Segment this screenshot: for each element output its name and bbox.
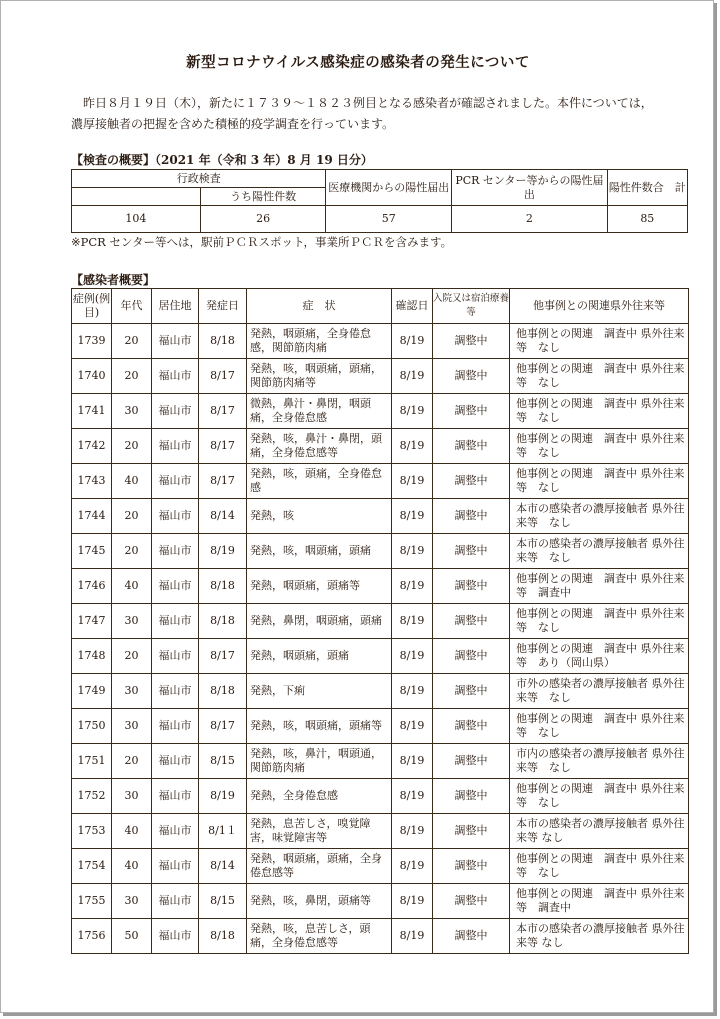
cell-hosp: 調整中 [433, 429, 510, 464]
cell-rel: 他事例との関連 調査中 県外往来等 なし [510, 429, 689, 464]
table-row [72, 359, 689, 394]
table-row [72, 394, 689, 429]
table-row [72, 849, 689, 884]
cell-age: 20 [112, 359, 152, 394]
cell-id: 1747 [72, 604, 112, 639]
cell-conf: 8/19 [392, 744, 433, 779]
cell-onset: 8/17 [199, 639, 247, 674]
cell-onset: 8/19 [199, 779, 247, 814]
cell-rel: 他事例との関連 調査中 県外往来等 なし [510, 709, 689, 744]
cell-conf: 8/19 [392, 604, 433, 639]
cell-hosp: 調整中 [433, 744, 510, 779]
cell-age: 40 [112, 569, 152, 604]
cell-id: 1751 [72, 744, 112, 779]
cell-rel: 市外の感染者の濃厚接触者 県外往来等 なし [510, 674, 689, 709]
cell-hosp: 調整中 [433, 359, 510, 394]
table-row [72, 814, 689, 849]
header-medical: 医療機関からの陽性届出 [326, 170, 452, 206]
cell-rel: 他事例との関連 調査中 県外往来等 なし [510, 359, 689, 394]
cell-id: 1746 [72, 569, 112, 604]
cell-conf: 8/19 [392, 464, 433, 499]
cell-conf: 8/19 [392, 919, 433, 954]
table-row [72, 534, 689, 569]
value-pcr: 2 [452, 206, 607, 233]
cell-onset: 8/1１ [199, 814, 247, 849]
cell-id: 1749 [72, 674, 112, 709]
cell-hosp: 調整中 [433, 674, 510, 709]
cell-conf: 8/19 [392, 779, 433, 814]
cell-sym: 微熱，鼻汁・鼻閉，咽頭痛，全身倦怠感 [247, 394, 392, 429]
cell-sym: 発熱，咳，咽頭痛，頭痛 [247, 534, 392, 569]
cell-age: 30 [112, 884, 152, 919]
cell-hosp: 調整中 [433, 919, 510, 954]
cell-sym: 発熱，咳，鼻閉，頭痛等 [247, 884, 392, 919]
cell-sym: 発熱，咳 [247, 499, 392, 534]
header-admin-blank [72, 188, 201, 206]
cell-rel: 他事例との関連 調査中 県外往来等 あり（岡山県） [510, 639, 689, 674]
table-row [72, 324, 689, 359]
cell-rel: 他事例との関連 調査中 県外往来等 なし [510, 394, 689, 429]
table-row [72, 744, 689, 779]
cell-onset: 8/18 [199, 919, 247, 954]
cell-res: 福山市 [152, 919, 199, 954]
cell-hosp: 調整中 [433, 884, 510, 919]
cell-id: 1754 [72, 849, 112, 884]
cell-res: 福山市 [152, 639, 199, 674]
cell-rel: 他事例との関連 調査中 県外往来等 なし [510, 849, 689, 884]
cell-sym: 発熱，咽頭痛，頭痛 [247, 639, 392, 674]
cell-age: 30 [112, 779, 152, 814]
cell-hosp: 調整中 [433, 499, 510, 534]
cell-hosp: 調整中 [433, 709, 510, 744]
table-row [72, 604, 689, 639]
col-residence: 居住地 [152, 289, 199, 324]
cell-conf: 8/19 [392, 849, 433, 884]
cell-res: 福山市 [152, 359, 199, 394]
cell-res: 福山市 [152, 534, 199, 569]
cell-onset: 8/19 [199, 534, 247, 569]
cell-res: 福山市 [152, 499, 199, 534]
cell-res: 福山市 [152, 429, 199, 464]
cell-res: 福山市 [152, 744, 199, 779]
cell-conf: 8/19 [392, 639, 433, 674]
cell-age: 30 [112, 604, 152, 639]
cell-res: 福山市 [152, 849, 199, 884]
intro-paragraph: 昨日８月１９日（木），新たに１７３９～１８２３例目となる感染者が確認されました。本件については，濃厚接触者の把握を含めた積極的疫学調査を行っています。 [71, 96, 653, 131]
cell-res: 福山市 [152, 814, 199, 849]
cell-age: 30 [112, 674, 152, 709]
cell-res: 福山市 [152, 324, 199, 359]
cell-res: 福山市 [152, 779, 199, 814]
cell-id: 1745 [72, 534, 112, 569]
cell-age: 40 [112, 814, 152, 849]
cell-rel: 他事例との関連 調査中 県外往来等 なし [510, 464, 689, 499]
cell-conf: 8/19 [392, 429, 433, 464]
cell-res: 福山市 [152, 674, 199, 709]
cell-onset: 8/17 [199, 394, 247, 429]
cases-heading: 【感染者概要】 [71, 273, 156, 287]
cell-age: 20 [112, 639, 152, 674]
cell-id: 1753 [72, 814, 112, 849]
cell-sym: 発熱，下痢 [247, 674, 392, 709]
cell-hosp: 調整中 [433, 639, 510, 674]
table-row [72, 709, 689, 744]
cell-sym: 発熱，鼻閉，咽頭痛，頭痛 [247, 604, 392, 639]
table-row [72, 674, 689, 709]
cell-id: 1739 [72, 324, 112, 359]
table-row [72, 569, 689, 604]
cell-conf: 8/19 [392, 394, 433, 429]
cell-onset: 8/14 [199, 849, 247, 884]
cell-res: 福山市 [152, 884, 199, 919]
cell-hosp: 調整中 [433, 569, 510, 604]
value-total: 85 [607, 206, 687, 233]
cell-sym: 発熱，咽頭痛，全身倦怠感，関節筋肉痛 [247, 324, 392, 359]
cell-onset: 8/17 [199, 464, 247, 499]
cell-id: 1744 [72, 499, 112, 534]
cell-onset: 8/18 [199, 324, 247, 359]
cell-age: 20 [112, 324, 152, 359]
summary-table [71, 169, 688, 233]
table-row [72, 639, 689, 674]
table-row [72, 464, 689, 499]
col-symptoms: 症 状 [247, 289, 392, 324]
cell-id: 1748 [72, 639, 112, 674]
cell-conf: 8/19 [392, 709, 433, 744]
cell-rel: 本市の感染者の濃厚接触者 県外往来等 なし [510, 534, 689, 569]
cell-rel: 他事例との関連 調査中 県外往来等 調査中 [510, 884, 689, 919]
cell-conf: 8/19 [392, 569, 433, 604]
cell-onset: 8/14 [199, 499, 247, 534]
cell-onset: 8/18 [199, 674, 247, 709]
cell-age: 20 [112, 499, 152, 534]
cell-id: 1750 [72, 709, 112, 744]
table-row [72, 919, 689, 954]
header-admin-positive: うち陽性件数 [200, 188, 326, 206]
cell-onset: 8/15 [199, 884, 247, 919]
cell-rel: 市内の感染者の濃厚接触者 県外往来等 なし [510, 744, 689, 779]
cell-sym: 発熱，咽頭痛，頭痛，全身倦怠感等 [247, 849, 392, 884]
cell-onset: 8/17 [199, 429, 247, 464]
cell-sym: 発熱，咽頭痛，頭痛等 [247, 569, 392, 604]
cell-conf: 8/19 [392, 884, 433, 919]
col-onset: 発症日 [199, 289, 247, 324]
cell-id: 1752 [72, 779, 112, 814]
cell-age: 50 [112, 919, 152, 954]
cell-conf: 8/19 [392, 814, 433, 849]
cell-conf: 8/19 [392, 359, 433, 394]
value-medical: 57 [326, 206, 452, 233]
table-row [72, 499, 689, 534]
cell-sym: 発熱，息苦しさ，嗅覚障害，味覚障害等 [247, 814, 392, 849]
cell-onset: 8/17 [199, 359, 247, 394]
cell-onset: 8/17 [199, 709, 247, 744]
cell-conf: 8/19 [392, 674, 433, 709]
cell-id: 1741 [72, 394, 112, 429]
col-age: 年代 [112, 289, 152, 324]
cell-conf: 8/19 [392, 324, 433, 359]
header-pcr: PCR センター等からの陽性届出 [452, 170, 607, 206]
cell-hosp: 調整中 [433, 464, 510, 499]
cell-rel: 他事例との関連 調査中 県外往来等 なし [510, 324, 689, 359]
cell-res: 福山市 [152, 569, 199, 604]
value-admin-positive: 26 [200, 206, 326, 233]
cell-res: 福山市 [152, 709, 199, 744]
col-relation: 他事例との関連県外往来等 [510, 289, 689, 324]
summary-note: ※PCR センター等へは，駅前ＰＣＲスポット，事業所ＰＣＲを含みます。 [71, 235, 453, 249]
col-id: 症例(例目) [72, 289, 112, 324]
cell-sym: 発熱，咳，息苦しさ，頭痛，全身倦怠感等 [247, 919, 392, 954]
cell-onset: 8/15 [199, 744, 247, 779]
cases-table [71, 288, 689, 954]
cell-age: 20 [112, 534, 152, 569]
table-header-row [72, 289, 689, 324]
cell-hosp: 調整中 [433, 324, 510, 359]
cell-age: 20 [112, 744, 152, 779]
header-total: 陽性件数合 計 [607, 170, 687, 206]
cell-rel: 本市の感染者の濃厚接触者 県外往来等 なし [510, 814, 689, 849]
cell-id: 1743 [72, 464, 112, 499]
header-admin: 行政検査 [72, 170, 326, 188]
cell-rel: 他事例との関連 調査中 県外往来等 調査中 [510, 569, 689, 604]
value-admin: 104 [72, 206, 201, 233]
col-hospitalization: 入院又は宿泊療養等 [433, 289, 510, 324]
cell-id: 1755 [72, 884, 112, 919]
col-confirmed: 確認日 [392, 289, 433, 324]
cell-hosp: 調整中 [433, 779, 510, 814]
cell-res: 福山市 [152, 464, 199, 499]
cell-age: 40 [112, 464, 152, 499]
table-row [72, 779, 689, 814]
cell-hosp: 調整中 [433, 814, 510, 849]
cell-onset: 8/18 [199, 604, 247, 639]
table-row [72, 429, 689, 464]
cell-hosp: 調整中 [433, 604, 510, 639]
cell-rel: 他事例との関連 調査中 県外往来等 なし [510, 604, 689, 639]
cell-hosp: 調整中 [433, 849, 510, 884]
cell-id: 1742 [72, 429, 112, 464]
cell-conf: 8/19 [392, 499, 433, 534]
cell-res: 福山市 [152, 394, 199, 429]
cell-sym: 発熱，全身倦怠感 [247, 779, 392, 814]
cell-age: 20 [112, 429, 152, 464]
cell-rel: 本市の感染者の濃厚接触者 県外往来等 なし [510, 499, 689, 534]
cell-hosp: 調整中 [433, 534, 510, 569]
summary-heading: 【検査の概要】（2021 年（令和 3 年）8 月 19 日分） [71, 153, 373, 167]
cell-sym: 発熱，咳，咽頭痛，頭痛等 [247, 709, 392, 744]
cell-res: 福山市 [152, 604, 199, 639]
cell-onset: 8/18 [199, 569, 247, 604]
table-row [72, 884, 689, 919]
cell-age: 30 [112, 709, 152, 744]
cell-age: 40 [112, 849, 152, 884]
cell-id: 1756 [72, 919, 112, 954]
cell-hosp: 調整中 [433, 394, 510, 429]
cell-sym: 発熱，咳，鼻汁・鼻閉，頭痛，全身倦怠感等 [247, 429, 392, 464]
cell-rel: 本市の感染者の濃厚接触者 県外往来等 なし [510, 919, 689, 954]
cell-conf: 8/19 [392, 534, 433, 569]
cell-sym: 発熱，咳，鼻汁，咽頭通，関節筋肉痛 [247, 744, 392, 779]
cell-rel: 他事例との関連 調査中 県外往来等 なし [510, 779, 689, 814]
page-title: 新型コロナウイルス感染症の感染者の発生について [186, 54, 530, 71]
cell-age: 30 [112, 394, 152, 429]
cell-id: 1740 [72, 359, 112, 394]
cell-sym: 発熱，咳，咽頭痛，頭痛，関節筋肉痛等 [247, 359, 392, 394]
cell-sym: 発熱，咳，頭痛，全身倦怠感 [247, 464, 392, 499]
